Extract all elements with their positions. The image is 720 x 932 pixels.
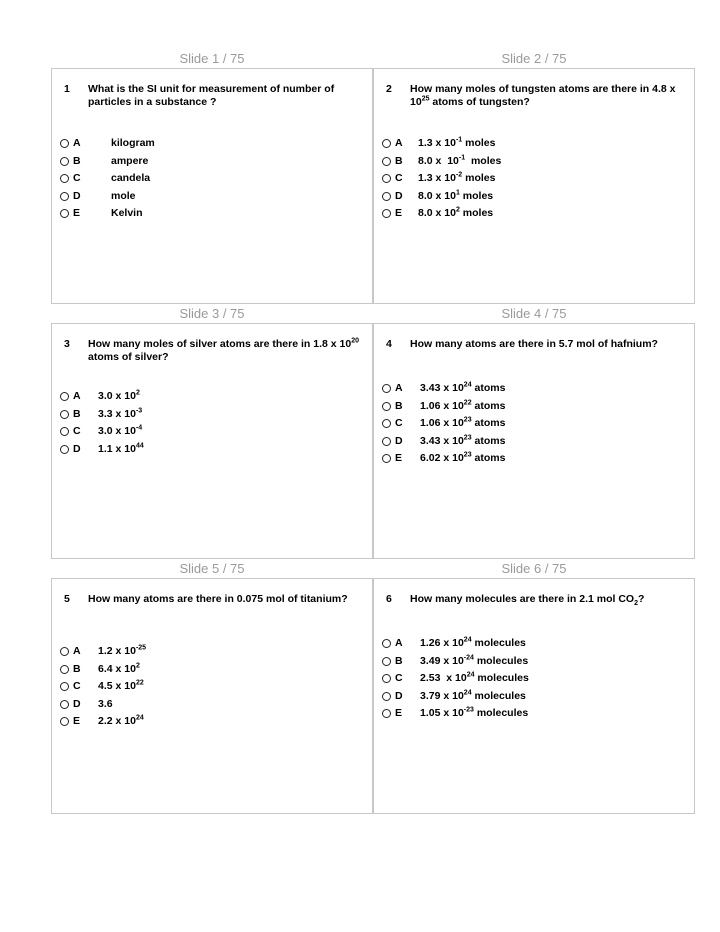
option-text: 3.43 x $10^{23}$ atoms xyxy=(420,434,506,447)
radio-circle-icon[interactable] xyxy=(382,384,391,393)
option-text: candela xyxy=(111,172,151,184)
radio-circle-icon[interactable] xyxy=(382,192,391,201)
radio-circle-icon[interactable] xyxy=(382,209,391,218)
question xyxy=(64,593,360,606)
radio-circle-icon[interactable] xyxy=(60,647,69,656)
radio-circle-icon[interactable] xyxy=(60,209,69,218)
option-letter: C xyxy=(73,172,81,184)
slide-card xyxy=(373,578,695,814)
radio-circle-icon[interactable] xyxy=(60,392,69,401)
option-text: 8.0 x $10^{-1}$ moles xyxy=(418,154,502,167)
radio-circle-icon[interactable] xyxy=(60,700,69,709)
question-number: 6 xyxy=(386,593,392,605)
radio-circle-icon[interactable] xyxy=(382,139,391,148)
slide-label: Slide 1 / 75 xyxy=(179,51,245,66)
question-number: 5 xyxy=(64,593,70,605)
option-letter: A xyxy=(73,645,81,657)
option-letter: B xyxy=(395,154,403,167)
question xyxy=(386,338,682,351)
option-letter: E xyxy=(395,207,403,219)
option-letter: A xyxy=(73,137,81,149)
radio-circle-icon[interactable] xyxy=(60,445,69,454)
radio-circle-icon[interactable] xyxy=(60,174,69,183)
option-letter: C xyxy=(73,425,81,437)
radio-circle-icon[interactable] xyxy=(382,402,391,411)
option-text: 8.0 x $10^2$ moles xyxy=(418,206,494,219)
option-letter: E xyxy=(395,707,403,719)
question-number: 4 xyxy=(386,338,392,350)
option-text: 3.49 x $10^{-24}$ molecules xyxy=(420,654,529,667)
option-text: 1.05 x $10^{-23}$ molecules xyxy=(420,706,529,719)
radio-circle-icon[interactable] xyxy=(382,692,391,701)
option-text: 3.79 x $10^{24}$ molecules xyxy=(420,689,526,702)
slide-label: Slide 4 / 75 xyxy=(501,306,567,321)
option-letter: D xyxy=(395,689,403,702)
option-text: ampere xyxy=(111,154,149,167)
option-text: 3.6 xyxy=(98,697,113,710)
option-letter: A xyxy=(395,137,403,149)
option-text: 1.3 x $10^{-2}$ moles xyxy=(418,171,496,184)
slide-card xyxy=(373,68,695,304)
radio-circle-icon[interactable] xyxy=(60,410,69,419)
question-text: How many moles of silver atoms are there in 1.8 x $10^{20}$ atoms of silver? xyxy=(88,337,359,363)
option-text: Kelvin xyxy=(111,207,143,219)
radio-circle-icon[interactable] xyxy=(60,717,69,726)
radio-circle-icon[interactable] xyxy=(382,674,391,683)
option-text: 3.43 x $10^{24}$ atoms xyxy=(420,381,506,394)
option-letter: D xyxy=(73,442,81,455)
option-text: kilogram xyxy=(111,137,155,149)
slide-card xyxy=(51,68,373,304)
option-text: 2.2 x $10^{24}$ xyxy=(98,714,144,727)
question-text: How many atoms are there in 0.075 mol of titanium? xyxy=(88,593,348,605)
option-text: 2.53 x $10^{24}$ molecules xyxy=(420,671,529,684)
question-text: How many atoms are there in 5.7 mol of hafnium? xyxy=(410,338,658,350)
option-letter: C xyxy=(73,680,81,692)
option-text: 1.2 x $10^{-25}$ xyxy=(98,644,147,657)
option-letter: A xyxy=(395,637,403,649)
option-letter: D xyxy=(73,189,81,202)
slide-label: Slide 2 / 75 xyxy=(501,51,567,66)
option-letter: C xyxy=(395,172,403,184)
slide-card xyxy=(51,578,373,814)
radio-circle-icon[interactable] xyxy=(382,437,391,446)
option-letter: D xyxy=(395,434,403,447)
option-text: 8.0 x $10^1$ moles xyxy=(418,189,494,202)
option-letter: B xyxy=(395,399,403,412)
option-text: 4.5 x $10^{22}$ xyxy=(98,679,144,692)
option-text: 1.06 x $10^{22}$ atoms xyxy=(420,399,506,412)
radio-circle-icon[interactable] xyxy=(60,665,69,674)
option-letter: B xyxy=(73,407,81,420)
option-letter: C xyxy=(395,672,403,684)
radio-circle-icon[interactable] xyxy=(382,709,391,718)
option-text: 1.26 x $10^{24}$ molecules xyxy=(420,636,526,649)
radio-circle-icon[interactable] xyxy=(382,157,391,166)
radio-circle-icon[interactable] xyxy=(60,157,69,166)
slide-label: Slide 3 / 75 xyxy=(179,306,245,321)
option-letter: B xyxy=(73,154,81,167)
option-text: mole xyxy=(111,189,136,202)
option-letter: A xyxy=(395,382,403,394)
question xyxy=(64,83,360,109)
question xyxy=(386,593,682,606)
option-text: 3.3 x $10^{-3}$ xyxy=(98,407,143,420)
radio-circle-icon[interactable] xyxy=(60,192,69,201)
question-text: How many molecules are there in 2.1 mol $CO_2$? xyxy=(410,593,645,608)
option-letter: B xyxy=(395,654,403,667)
option-letter: B xyxy=(73,662,81,675)
question-number: 2 xyxy=(386,83,392,95)
option-text: 3.0 x $10^{-4}$ xyxy=(98,424,143,437)
question-text: What is the SI unit for measurement of number of particles in a substance ? xyxy=(88,83,335,108)
option-letter: E xyxy=(395,452,403,464)
slide-label: Slide 6 / 75 xyxy=(501,561,567,576)
option-letter: C xyxy=(395,417,403,429)
option-text: 6.4 x $10^2$ xyxy=(98,662,140,675)
option-text: 6.02 x $10^{23}$ atoms xyxy=(420,451,506,464)
option-text: 1.06 x $10^{23}$ atoms xyxy=(420,416,506,429)
radio-circle-icon[interactable] xyxy=(60,427,69,436)
question xyxy=(64,338,360,364)
slide-card xyxy=(373,323,695,559)
radio-circle-icon[interactable] xyxy=(382,639,391,648)
radio-circle-icon[interactable] xyxy=(60,139,69,148)
option-text: 1.3 x $10^{-1}$ moles xyxy=(418,136,496,149)
option-text: 3.0 x $10^2$ xyxy=(98,389,140,402)
question-number: 1 xyxy=(64,83,70,95)
slide-label: Slide 5 / 75 xyxy=(179,561,245,576)
slide-card xyxy=(51,323,373,559)
radio-circle-icon[interactable] xyxy=(382,174,391,183)
question xyxy=(386,83,682,109)
option-letter: E xyxy=(73,715,81,727)
option-letter: D xyxy=(395,189,403,202)
option-letter: A xyxy=(73,390,81,402)
radio-circle-icon[interactable] xyxy=(382,419,391,428)
radio-circle-icon[interactable] xyxy=(60,682,69,691)
option-text: 1.1 x $10^{44}$ xyxy=(98,442,144,455)
question-number: 3 xyxy=(64,338,70,350)
option-letter: D xyxy=(73,697,81,710)
radio-circle-icon[interactable] xyxy=(382,657,391,666)
radio-circle-icon[interactable] xyxy=(382,454,391,463)
option-letter: E xyxy=(73,207,81,219)
question-text: How many moles of tungsten atoms are there in 4.8 x $10^{25}$ atoms of tungsten? xyxy=(410,83,676,108)
